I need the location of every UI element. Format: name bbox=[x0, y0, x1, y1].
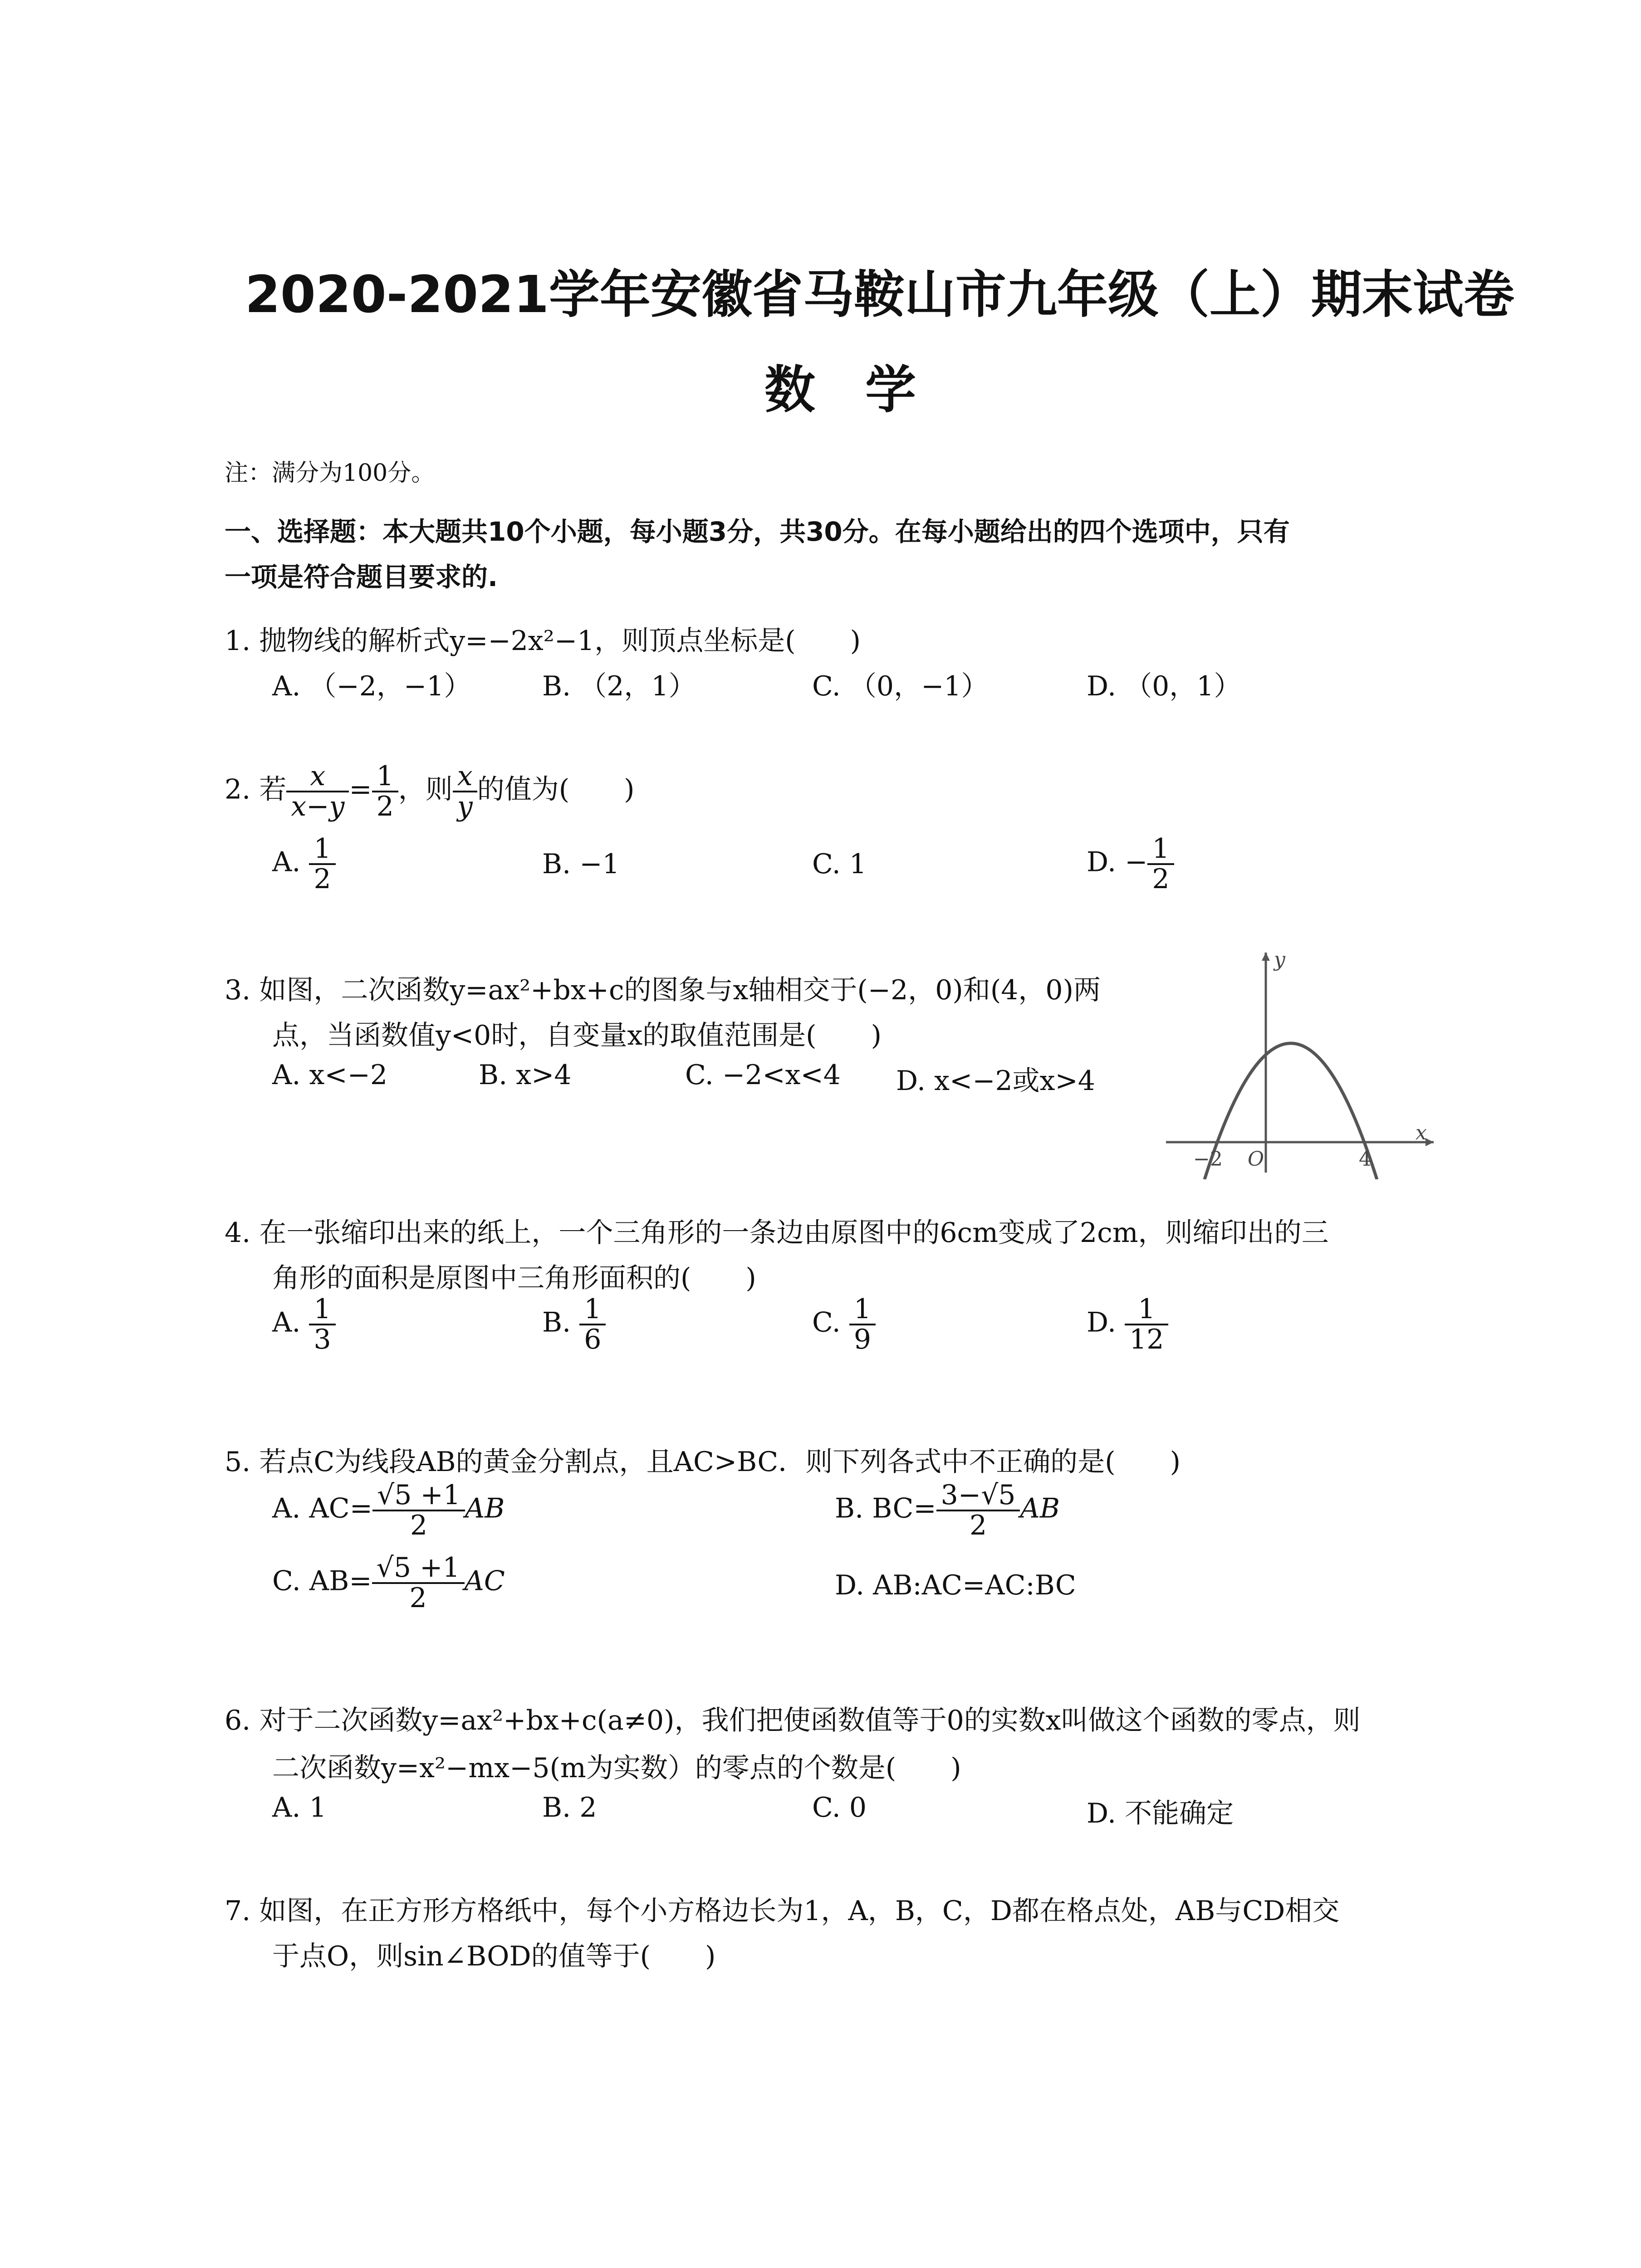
q4-option-d-fraction bbox=[1125, 1295, 1168, 1354]
score-note: 注：满分为100分。 bbox=[225, 459, 435, 487]
q4-option-a bbox=[272, 1295, 336, 1354]
y-axis-arrow-icon bbox=[1262, 953, 1270, 961]
q5-option-b-num: 3−√5 bbox=[936, 1481, 1020, 1511]
q4-stem-line1: 4. 在一张缩印出来的纸上，一个三角形的一条边由原图中的6cm变成了2cm，则缩印出的三 bbox=[225, 1217, 1329, 1249]
q6-stem-line1: 6. 对于二次函数y=ax²+bx+c(a≠0)，我们把使函数值等于0的实数x叫做这个函数的零点，则 bbox=[225, 1705, 1361, 1736]
q4-option-a-den: 3 bbox=[314, 1324, 331, 1355]
q4-option-b-den: 6 bbox=[584, 1324, 602, 1355]
q2-fraction-1-den: x−y bbox=[291, 791, 345, 822]
q5-option-a-post: AB bbox=[465, 1492, 505, 1525]
q2-stem bbox=[225, 762, 635, 821]
q2-fraction-3-num: x bbox=[453, 762, 477, 792]
q5-option-a bbox=[272, 1481, 505, 1540]
q1-option-a: A. （−2，−1） bbox=[272, 670, 471, 702]
section-heading-line2: 一项是符合题目要求的. bbox=[225, 562, 498, 592]
q5-option-c-fraction bbox=[372, 1554, 465, 1613]
q5-option-c-num: √5 +1 bbox=[372, 1554, 465, 1584]
origin-label: O bbox=[1248, 1148, 1264, 1171]
q4-option-d-den: 12 bbox=[1129, 1324, 1164, 1355]
q2-option-d-num: 1 bbox=[1147, 835, 1174, 865]
q3-stem-line1: 3. 如图，二次函数y=ax²+bx+c的图象与x轴相交于(−2，0)和(4，0)两 bbox=[225, 974, 1101, 1006]
q4-option-d-num: 1 bbox=[1125, 1295, 1168, 1325]
q2-option-d-label: D. − bbox=[1087, 846, 1148, 878]
page-title: 2020-2021学年安徽省马鞍山市九年级（上）期末试卷 bbox=[245, 265, 1514, 324]
q5-option-b-pre: B. BC= bbox=[835, 1492, 936, 1525]
q4-option-a-num: 1 bbox=[309, 1295, 335, 1325]
tick-label-4: 4 bbox=[1359, 1148, 1372, 1171]
q5-option-c-post: AC bbox=[464, 1565, 505, 1597]
q6-option-c: C. 0 bbox=[812, 1792, 867, 1823]
q4-option-c bbox=[812, 1295, 876, 1354]
q5-option-b bbox=[835, 1481, 1060, 1540]
q4-option-d-label: D. bbox=[1087, 1306, 1117, 1339]
q2-suffix: 的值为( ) bbox=[477, 773, 635, 806]
q2-fraction-2-den: 2 bbox=[376, 791, 394, 822]
section-heading-line1: 一、选择题：本大题共10个小题，每小题3分，共30分。在每小题给出的四个选项中，只有 bbox=[225, 516, 1290, 547]
q6-option-d: D. 不能确定 bbox=[1087, 1798, 1234, 1829]
q4-option-c-num: 1 bbox=[849, 1295, 876, 1325]
q2-fraction-2 bbox=[372, 762, 398, 821]
q3-option-a: A. x<−2 bbox=[272, 1059, 388, 1091]
q3-option-d: D. x<−2或x>4 bbox=[896, 1065, 1095, 1097]
q2-fraction-2-num: 1 bbox=[372, 762, 398, 792]
q5-option-b-fraction bbox=[936, 1481, 1020, 1540]
q2-option-a-fraction bbox=[309, 835, 335, 894]
q2-option-a-label: A. bbox=[272, 846, 301, 878]
q1-option-c: C. （0，−1） bbox=[812, 670, 989, 702]
q3-stem-line2: 点，当函数值y<0时，自变量x的取值范围是( ) bbox=[272, 1020, 882, 1051]
q2-mid: ，则 bbox=[398, 773, 453, 806]
q6-stem-line2: 二次函数y=x²−mx−5(m为实数）的零点的个数是( ) bbox=[272, 1752, 961, 1784]
q5-option-c-den: 2 bbox=[409, 1582, 427, 1614]
q2-option-d bbox=[1087, 835, 1174, 894]
q2-option-b: B. −1 bbox=[542, 848, 620, 880]
q2-option-a-num: 1 bbox=[309, 835, 335, 865]
q5-option-a-pre: A. AC= bbox=[272, 1492, 372, 1525]
x-axis-label: x bbox=[1416, 1121, 1427, 1144]
q5-stem: 5. 若点C为线段AB的黄金分割点，且AC>BC．则下列各式中不正确的是( ) bbox=[225, 1446, 1181, 1478]
subject-title: 数学 bbox=[764, 361, 966, 420]
q2-fraction-3-den: y bbox=[457, 791, 473, 822]
q4-option-a-fraction bbox=[309, 1295, 335, 1354]
q5-option-a-num: √5 +1 bbox=[372, 1481, 465, 1511]
q2-equals: = bbox=[349, 773, 372, 806]
q4-option-c-fraction bbox=[849, 1295, 876, 1354]
q3-parabola-graph bbox=[1161, 943, 1443, 1179]
q6-option-a: A. 1 bbox=[272, 1792, 327, 1823]
q5-option-a-den: 2 bbox=[410, 1510, 428, 1541]
q2-prefix: 2. 若 bbox=[225, 773, 287, 806]
q4-option-d bbox=[1087, 1295, 1168, 1354]
q2-fraction-1-num: x bbox=[286, 762, 349, 792]
q2-option-d-fraction bbox=[1147, 835, 1174, 894]
q5-option-b-post: AB bbox=[1020, 1492, 1060, 1525]
q4-option-c-den: 9 bbox=[853, 1324, 872, 1355]
q4-option-b-label: B. bbox=[542, 1306, 571, 1339]
q2-fraction-1 bbox=[286, 762, 349, 821]
q2-option-a-den: 2 bbox=[314, 863, 331, 895]
q1-option-d: D. （0，1） bbox=[1087, 670, 1241, 702]
q7-stem-line1: 7. 如图，在正方形方格纸中，每个小方格边长为1，A，B，C，D都在格点处，AB与CD相交 bbox=[225, 1895, 1340, 1927]
q7-stem-line2: 于点O，则sin∠BOD的值等于( ) bbox=[272, 1941, 716, 1972]
q4-option-b-num: 1 bbox=[579, 1295, 606, 1325]
q1-option-b: B. （2，1） bbox=[542, 670, 696, 702]
q5-option-c bbox=[272, 1554, 505, 1613]
q2-option-c: C. 1 bbox=[812, 848, 867, 880]
y-axis-label: y bbox=[1274, 948, 1285, 971]
q4-stem-line2: 角形的面积是原图中三角形面积的( ) bbox=[272, 1262, 756, 1294]
q2-fraction-3 bbox=[453, 762, 477, 821]
q2-option-a bbox=[272, 835, 336, 894]
q1-stem: 1. 抛物线的解析式y=−2x²−1，则顶点坐标是( ) bbox=[225, 625, 861, 657]
q4-option-b-fraction bbox=[579, 1295, 606, 1354]
q2-option-d-den: 2 bbox=[1152, 863, 1170, 895]
q5-option-b-den: 2 bbox=[969, 1510, 987, 1541]
q3-option-b: B. x>4 bbox=[479, 1059, 572, 1091]
parabola-curve bbox=[1205, 1043, 1377, 1179]
q5-option-d: D. AB:AC=AC:BC bbox=[835, 1569, 1076, 1601]
q4-option-c-label: C. bbox=[812, 1306, 841, 1339]
q5-option-a-fraction bbox=[372, 1481, 465, 1540]
q5-option-c-pre: C. AB= bbox=[272, 1565, 372, 1597]
tick-label-neg2: −2 bbox=[1193, 1148, 1223, 1171]
q4-option-b bbox=[542, 1295, 606, 1354]
q4-option-a-label: A. bbox=[272, 1306, 301, 1339]
q6-option-b: B. 2 bbox=[542, 1792, 597, 1823]
q3-option-c: C. −2<x<4 bbox=[685, 1059, 841, 1091]
